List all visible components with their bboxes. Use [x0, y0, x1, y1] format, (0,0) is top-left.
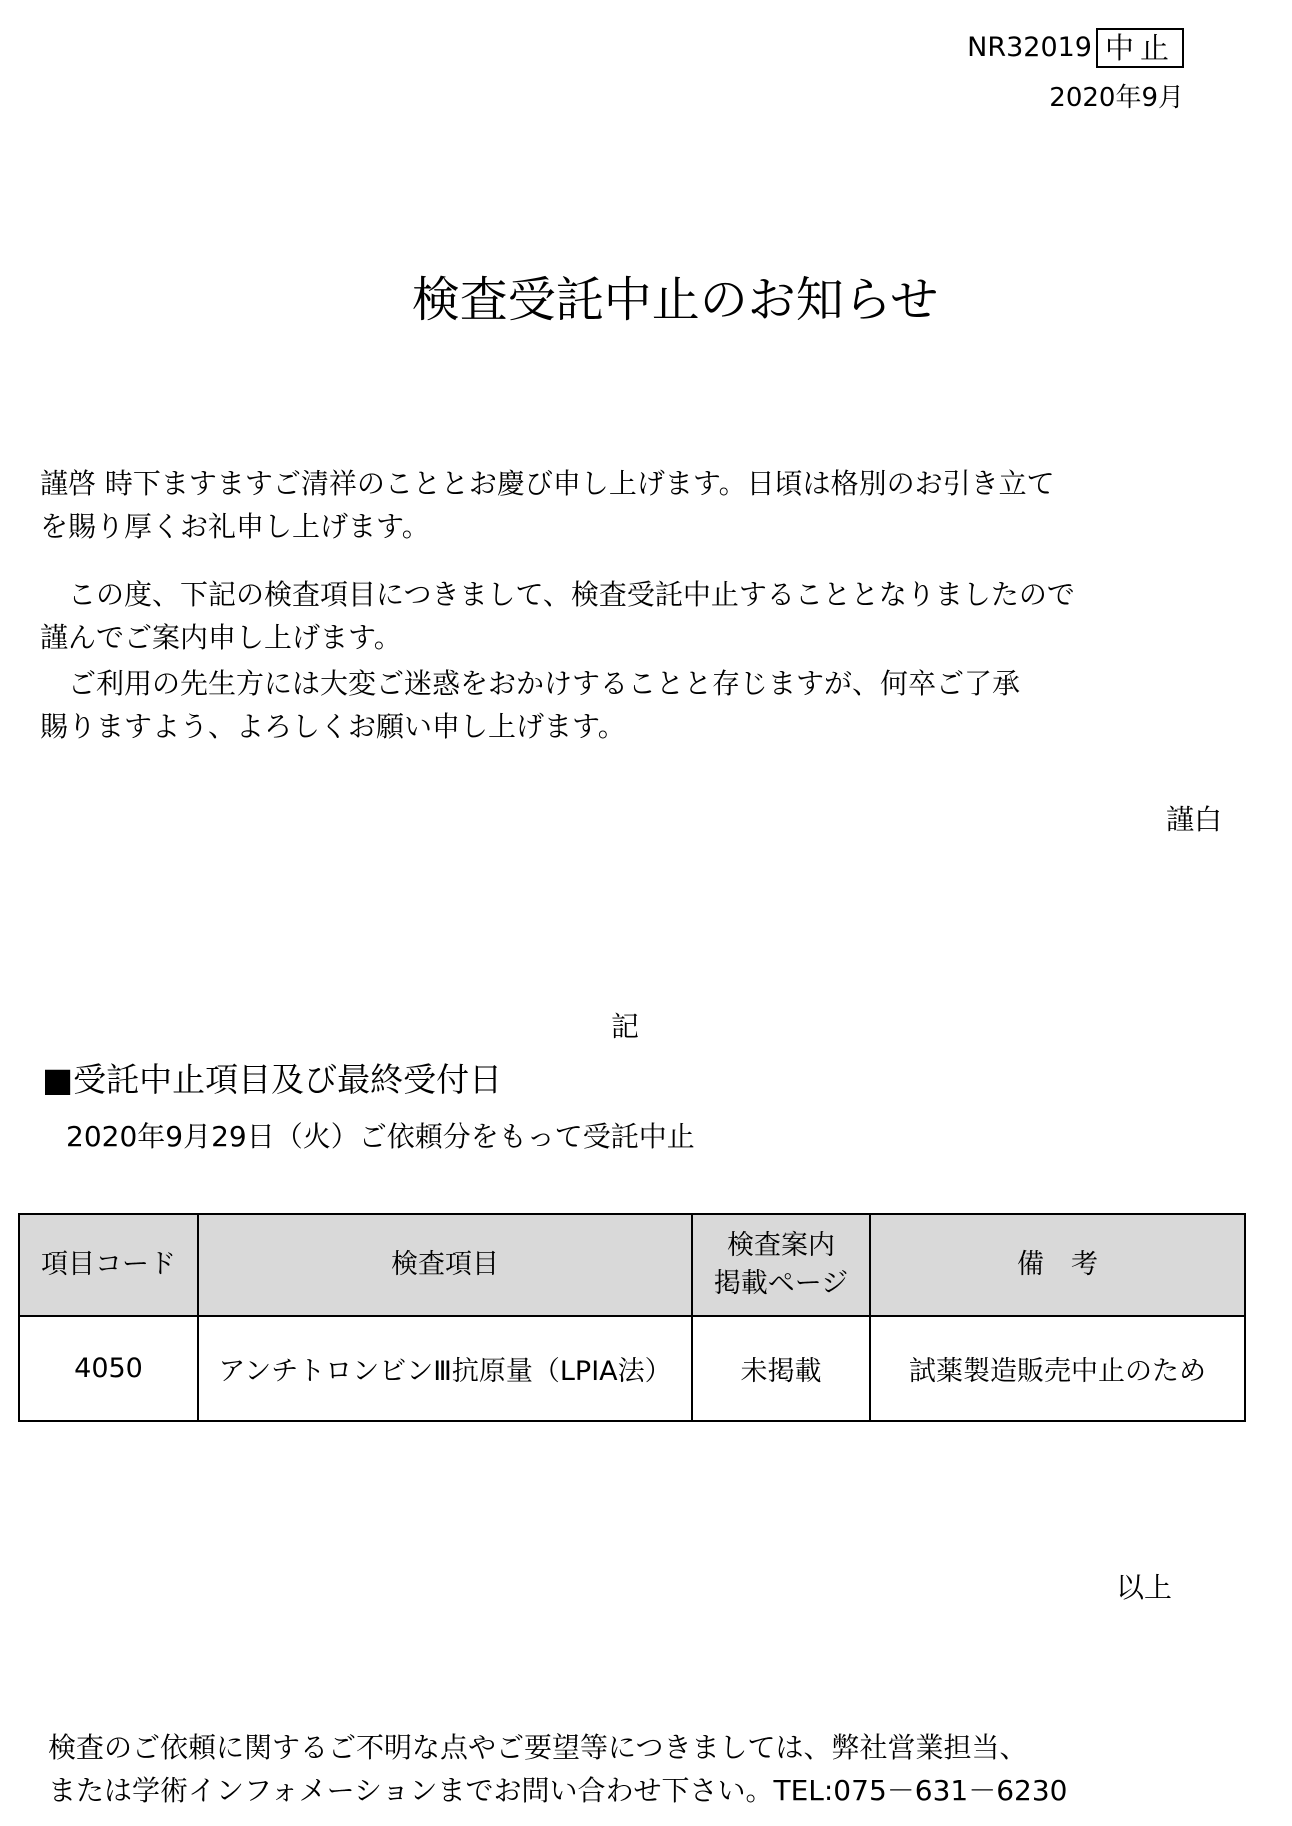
table-row: [19, 1316, 1245, 1421]
contact-info: [48, 1726, 1067, 1812]
sign-off: 以上: [1115, 1571, 1172, 1604]
table-header-row: [19, 1214, 1245, 1316]
announcement-line-1: この度、下記の検査項目につきまして、検査受託中止することとなりましたので: [40, 578, 1075, 611]
greeting-line-1: 謹啓 時下ますますご清祥のこととお慶び申し上げます。日頃は格別のお引き立て: [40, 467, 1055, 500]
deadline-text: 2020年9月29日（火）ご依頼分をもって受託中止: [66, 1120, 695, 1153]
header-item-code: 項目コード: [19, 1214, 198, 1316]
header-guide-page-line-2: 掲載ページ: [713, 1268, 849, 1299]
greeting-paragraph: [40, 462, 1200, 548]
status-badge: 中止: [1096, 28, 1184, 68]
document-number: NR32019: [967, 32, 1092, 63]
contact-line-1: 検査のご依頼に関するご不明な点やご要望等につきましては、弊社営業担当、: [48, 1731, 1028, 1764]
apology-line-1: ご利用の先生方には大変ご迷惑をおかけすることと存じますが、何卒ご了承: [40, 667, 1021, 700]
announcement-line-2: 謹んでご案内申し上げます。: [40, 621, 402, 654]
apology-line-2: 賜りますよう、よろしくお願い申し上げます。: [40, 710, 626, 743]
discontinued-items-table: [18, 1213, 1246, 1422]
cell-test-item: アンチトロンビンⅢ抗原量（LPIA法）: [198, 1316, 692, 1421]
header-guide-page-line-1: 検査案内: [727, 1230, 835, 1261]
header-remarks: 備 考: [870, 1214, 1245, 1316]
announcement-paragraph: [40, 573, 1200, 659]
cell-guide-page: 未掲載: [692, 1316, 870, 1421]
header-test-item: 検査項目: [198, 1214, 692, 1316]
issue-date: 2020年9月: [1049, 83, 1184, 113]
greeting-line-2: を賜り厚くお礼申し上げます。: [40, 510, 430, 543]
contact-line-2: または学術インフォメーションまでお問い合わせ下さい。TEL:075－631－6230: [48, 1774, 1068, 1807]
cell-item-code: 4050: [19, 1316, 198, 1421]
ki-marker: 記: [610, 1010, 639, 1043]
cell-remarks: 試薬製造販売中止のため: [870, 1316, 1245, 1421]
page-title: 検査受託中止のお知らせ: [411, 272, 939, 328]
section-heading: ■受託中止項目及び最終受付日: [42, 1060, 503, 1099]
apology-paragraph: [40, 662, 1200, 748]
header-guide-page: [692, 1214, 870, 1316]
closing-word: 謹白: [1165, 803, 1222, 836]
